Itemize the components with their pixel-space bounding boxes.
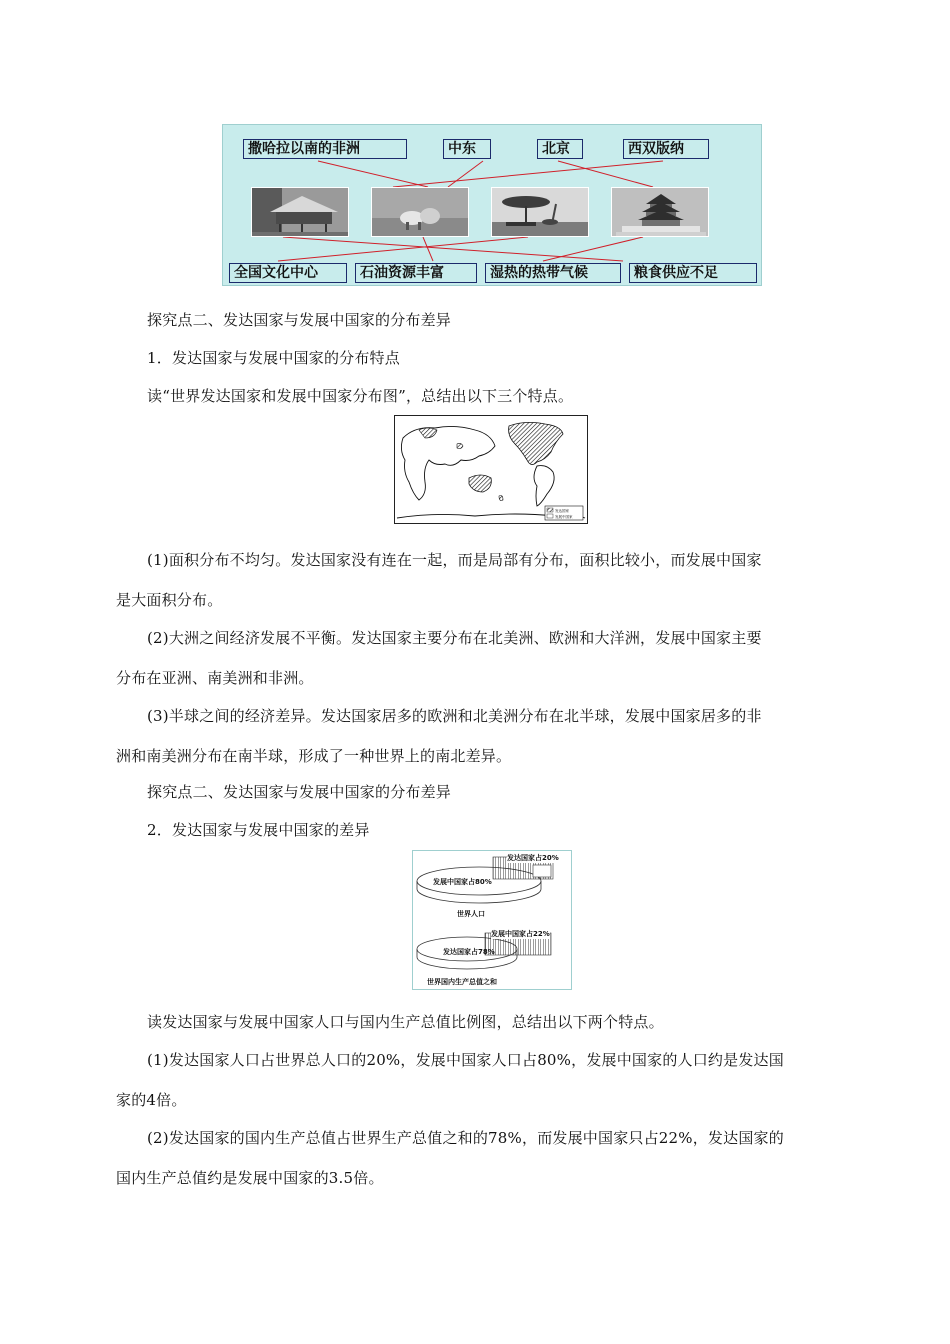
savanna-giraffe-photo bbox=[491, 187, 589, 237]
pie-gdp-developing-label: 发展中国家占22% bbox=[491, 930, 550, 938]
section1-point2-line2: 分布在亚洲、南美洲和非洲。 bbox=[116, 669, 314, 687]
bottom-label-oil-rich: 石油资源丰富 bbox=[355, 263, 477, 283]
population-gdp-pie-figure bbox=[412, 850, 572, 990]
bottom-label-cultural-center: 全国文化中心 bbox=[229, 263, 347, 283]
top-label-middle-east: 中东 bbox=[443, 139, 491, 159]
world-distribution-map bbox=[394, 415, 588, 524]
map-legend-developed: 发达国家 bbox=[555, 509, 569, 513]
section1-point2-line1: (2)大洲之间经济发展不平衡。发达国家主要分布在北美洲、欧洲和大洋洲，发展中国家主要 bbox=[147, 629, 762, 647]
bottom-label-food-shortage: 粮食供应不足 bbox=[629, 263, 757, 283]
pie-population-title: 世界人口 bbox=[457, 910, 485, 918]
section2-intro: 读发达国家与发展中国家人口与国内生产总值比例图，总结出以下两个特点。 bbox=[147, 1013, 664, 1031]
section1-point1-line2: 是大面积分布。 bbox=[116, 591, 223, 609]
pie-gdp-title: 世界国内生产总值之和 bbox=[427, 978, 497, 986]
pie-population-developing-label: 发展中国家占80% bbox=[433, 878, 492, 886]
section2-point2-line2: 国内生产总值约是发展中国家的3.5倍。 bbox=[116, 1169, 384, 1187]
section2-point1-line2: 家的4倍。 bbox=[116, 1091, 187, 1109]
section1-heading: 探究点二、发达国家与发展中国家的分布差异 bbox=[147, 311, 452, 329]
section2-heading: 探究点二、发达国家与发展中国家的分布差异 bbox=[147, 783, 452, 801]
top-label-sub-saharan-africa: 撒哈拉以南的非洲 bbox=[243, 139, 407, 159]
section1-point3-line1: (3)半球之间的经济差异。发达国家居多的欧洲和北美洲分布在北半球，发展中国家居多的非 bbox=[147, 707, 762, 725]
section1-subheading: 1．发达国家与发展中国家的分布特点 bbox=[147, 349, 400, 367]
section1-intro: 读“世界发达国家和发展中国家分布图”，总结出以下三个特点。 bbox=[147, 387, 574, 405]
map-legend-developing: 发展中国家 bbox=[555, 515, 573, 519]
pie-population-developed-label: 发达国家占20% bbox=[507, 854, 559, 862]
section1-point3-line2: 洲和南美洲分布在南半球，形成了一种世界上的南北差异。 bbox=[116, 747, 512, 765]
bottom-label-tropical-climate: 湿热的热带气候 bbox=[485, 263, 621, 283]
section2-point2-line1: (2)发达国家的国内生产总值占世界生产总值之和的78%，而发展中国家只占22%，发达国家的 bbox=[147, 1129, 784, 1147]
top-label-xishuangbanna: 西双版纳 bbox=[623, 139, 709, 159]
section2-subheading: 2．发达国家与发展中国家的差异 bbox=[147, 821, 370, 839]
section2-point1-line1: (1)发达国家人口占世界总人口的20%，发展中国家人口占80%，发展中国家的人口约是发达国 bbox=[147, 1051, 784, 1069]
pie-gdp-developed-label: 发达国家占78% bbox=[443, 948, 495, 956]
desert-camel-photo bbox=[371, 187, 469, 237]
stilt-house-photo bbox=[251, 187, 349, 237]
top-label-beijing: 北京 bbox=[537, 139, 583, 159]
matching-figure bbox=[222, 124, 762, 286]
temple-of-heaven-photo bbox=[611, 187, 709, 237]
section1-point1-line1: (1)面积分布不均匀。发达国家没有连在一起，而是局部有分布，面积比较小，而发展中国家 bbox=[147, 551, 762, 569]
